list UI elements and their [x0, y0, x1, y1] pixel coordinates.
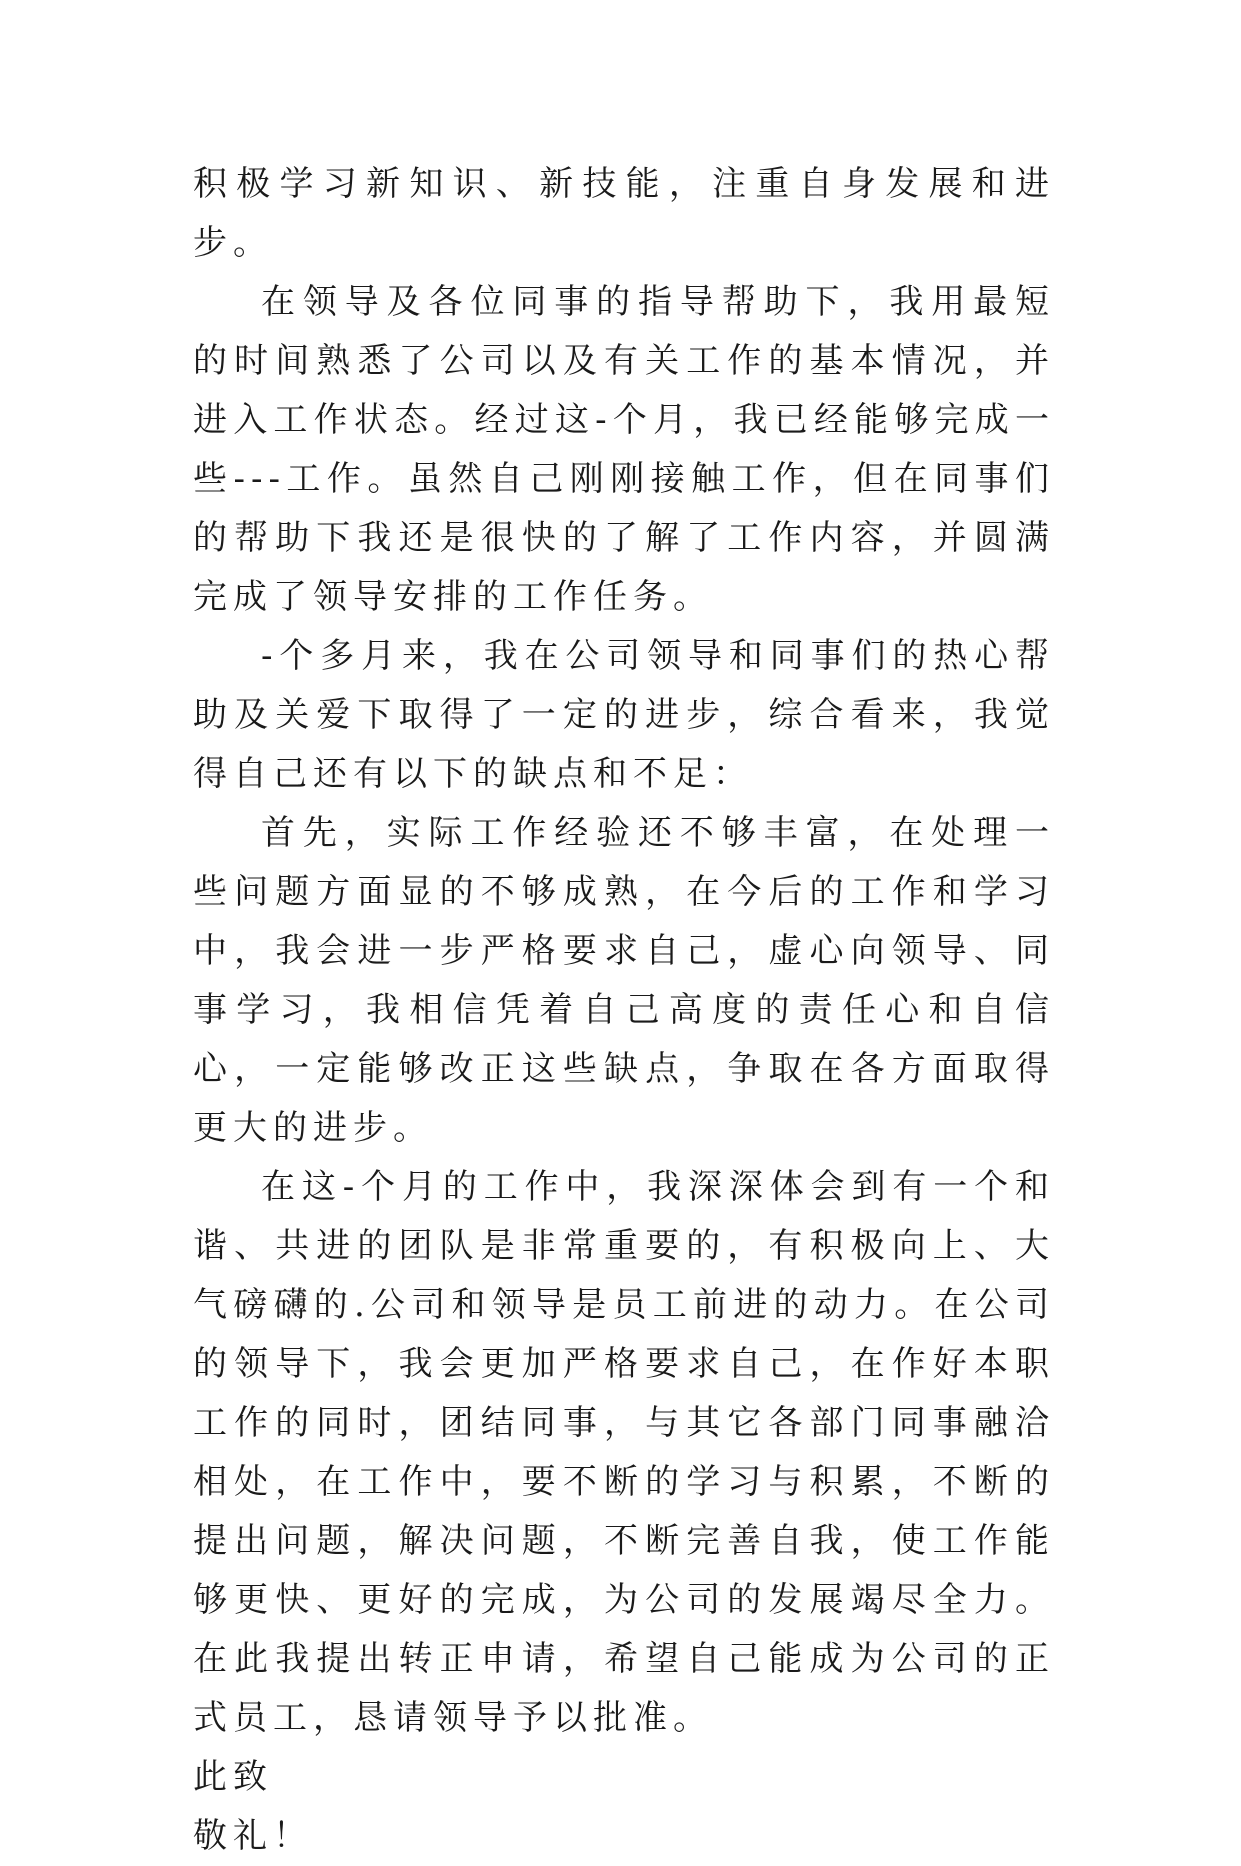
paragraph-first-shortcoming: 首先，实际工作经验还不够丰富，在处理一些问题方面显的不够成熟，在今后的工作和学习中，我会进一步严格要求自己，虚心向领导、同事学习，我相信凭着自己高度的责任心和自信心，一定能够改正这些缺点，争取在各方面取得更大的进步。 — [193, 813, 1055, 1148]
paragraph-continuation: 积极学习新知识、新技能，注重自身发展和进步。 — [193, 164, 1055, 263]
paragraph-team-and-request: 在这-个月的工作中，我深深体会到有一个和谐、共进的团队是非常重要的，有积极向上、大气磅礴的.公司和领导是员工前进的动力。在公司的领导下，我会更加严格要求自己，在作好本职工作的同时，团结同事，与其它各部门同事融洽相处，在工作中，要不断的学习与积累，不断的提出问题，解决问题，不断完善自我，使工作能够更快、更好的完成，为公司的发展竭尽全力。在此我提出转正申请，希望自己能成为公司的正式员工，恳请领导予以批准。 — [193, 1167, 1055, 1738]
letter-body — [193, 155, 1055, 1866]
salutation-line: 敬礼！ — [193, 1816, 313, 1856]
closing-line: 此致 — [193, 1757, 273, 1797]
paragraph-onboarding: 在领导及各位同事的指导帮助下，我用最短的时间熟悉了公司以及有关工作的基本情况，并进入工作状态。经过这-个月，我已经能够完成一些---工作。虽然自己刚刚接触工作，但在同事们的帮助下我还是很快的了解了工作内容，并圆满完成了领导安排的工作任务。 — [193, 282, 1055, 617]
paragraph-shortcomings-intro: -个多月来，我在公司领导和同事们的热心帮助及关爱下取得了一定的进步，综合看来，我觉得自己还有以下的缺点和不足： — [193, 636, 1055, 794]
